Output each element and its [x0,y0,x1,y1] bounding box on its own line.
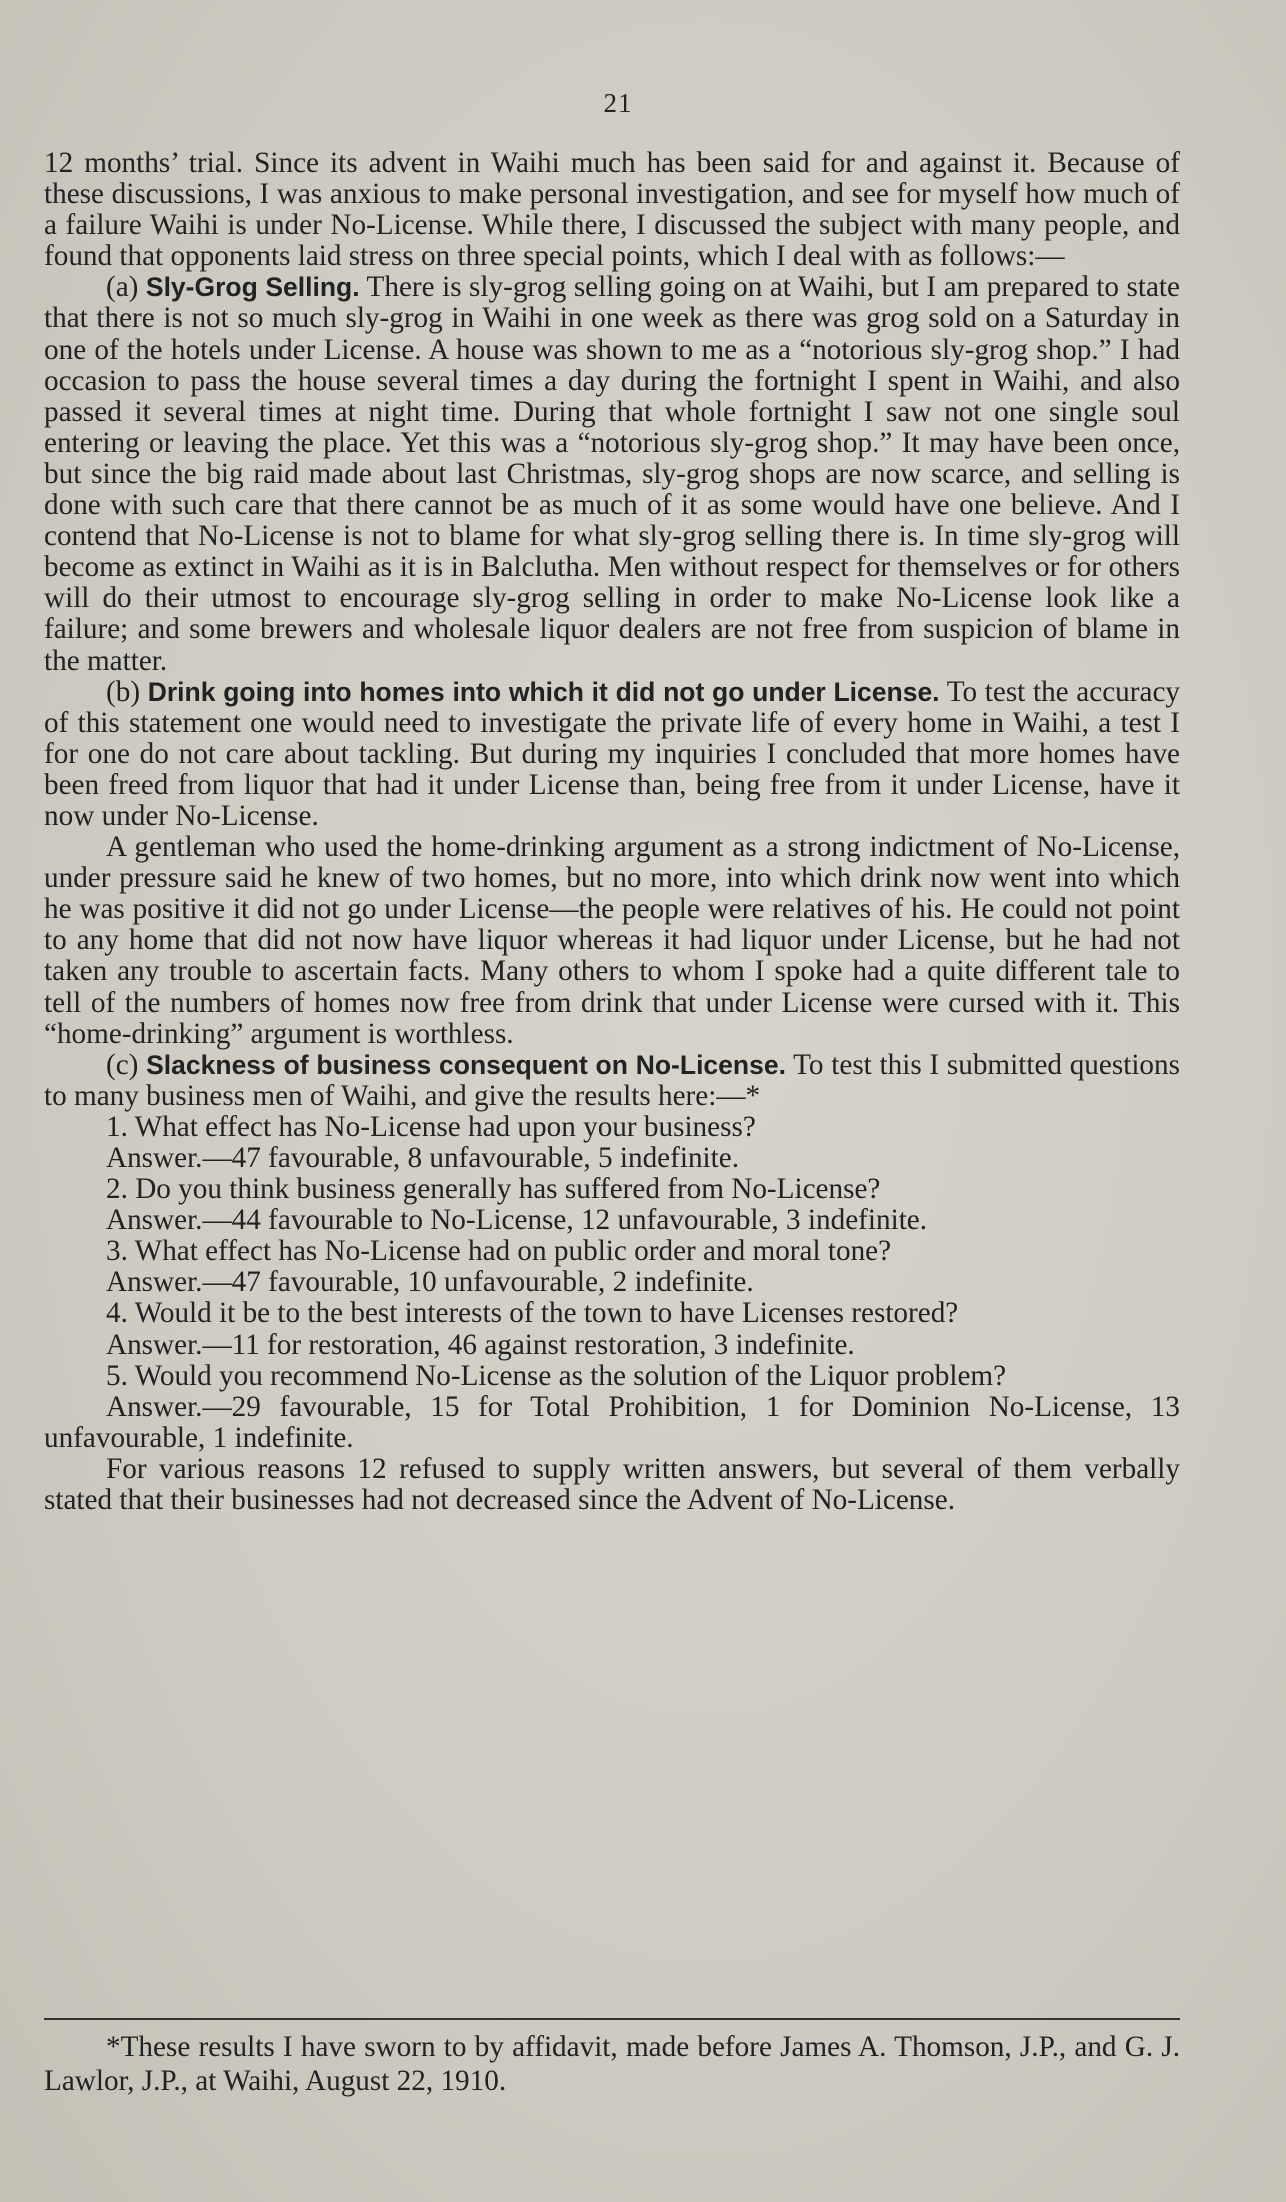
footnote-text: *These results I have sworn to by affidavit, made before James A. Thomson, J.P., and G. J. Lawlor, J.P., at Waihi, August 22, 1910. [44,2031,1180,2097]
section-a-label: (a) [106,271,146,304]
section-b-paragraph [44,677,1180,832]
answer-1: Answer.—47 favourable, 8 unfavourable, 5 indefinite. [106,1142,740,1174]
section-a-paragraph [44,272,1180,676]
question-5: 5. Would you recommend No-License as the solution of the Liquor problem? [106,1359,1007,1392]
section-b-heading: Drink going into homes into which it did not go under License. [147,676,940,707]
section-b-text: To test the accuracy of this statement one would need to investigate the private life of every home in Waihi, a test I for one do not care about tackling. But during my inquiries I concluded that more homes have been freed from liquor that had it under License than, being free from it under License, have it now under No-License. [44,675,1180,832]
page-number: 21 [603,88,633,118]
question-3: 3. What effect has No-License had on public order and moral tone? [106,1235,892,1268]
section-c-paragraph [44,1050,1180,1112]
section-b-paragraph-2: A gentleman who used the home-drinking argument as a strong indictment of No-License, under pressure said he knew of two homes, but no more, into which drink now went into which he was positive it did not go under License—the people were relatives of his. He could not point to any home that did not now have liquor whereas it had liquor under License, but he had not taken any trouble to ascertain facts. Many others to whom I spoke had a quite different tale to tell of the numbers of homes now free from drink that under License were cursed with it. This “home-drinking” argument is worthless. [44,831,1180,1050]
footnote [44,2030,1180,2098]
section-c-heading: Slackness of business consequent on No-License. [146,1049,786,1080]
question-2: 2. Do you think business generally has suffered from No-License? [106,1173,881,1206]
section-b-label: (b) [106,675,148,708]
section-a-heading: Sly-Grog Selling. [145,272,360,303]
question-4: 4. Would it be to the best interests of the town to have Licenses restored? [106,1297,959,1330]
section-a-text: There is sly-grog selling going on at Waihi, but I am prepared to state that there is not so much sly-grog in Waihi in one week as there was grog sold on a Saturday in one of the hotels under License. A house was shown to me as a “notorious sly-grog shop.” I had occasion to pass the house several times a day during the fortnight I spent in Waihi, and also passed it several times at night time. During that whole fortnight I saw not one single soul entering or leaving the place. Yet this was a “notorious sly-grog shop.” It may have been once, but since the big raid made about last Christmas, sly-grog shops are now scarce, and selling is done with such care that there cannot be as much of it as some would have one believe. And I contend that No-License is not to blame for what sly-grog selling there is. In time sly-grog will become as extinct in Waihi as it is in Balclutha. Men without respect for themselves or for others will do their utmost to encourage sly-grog selling in order to make No-License look like a failure; and some brewers and wholesale liquor dealers are not free from suspicion of blame in the matter. [44,271,1180,677]
answer-5: Answer.—29 favourable, 15 for Total Prohibition, 1 for Dominion No-License, 13 unfavourable, 1 indefinite. [44,1390,1180,1454]
intro-paragraph: 12 months’ trial. Since its advent in Waihi much has been said for and against it. Because of these discussions, I was anxious to make personal investigation, and see for myself how much of a failure Waihi is under No-License. While there, I discussed the subject with many people, and found that opponents laid stress on three special points, which I deal with as follows:— [44,147,1180,273]
answer-3: Answer.—47 favourable, 10 unfavourable, 2 indefinite. [106,1266,754,1299]
question-1: 1. What effect has No-License had upon your business? [106,1110,756,1143]
section-c-text: To test this I submitted questions to many business men of Waihi, and give the results here:—* [44,1048,1180,1112]
section-c-label: (c) [106,1048,147,1081]
answer-4: Answer.—11 for restoration, 46 against restoration, 3 indefinite. [106,1328,855,1361]
closing-paragraph: For various reasons 12 refused to supply written answers, but several of them verbally stated that their businesses had not decreased since the Advent of No-License. [44,1452,1180,1517]
footnote-divider [44,2018,1180,2020]
answer-2: Answer.—44 favourable to No-License, 12 unfavourable, 3 indefinite. [106,1204,928,1237]
body-text [44,148,1180,1516]
